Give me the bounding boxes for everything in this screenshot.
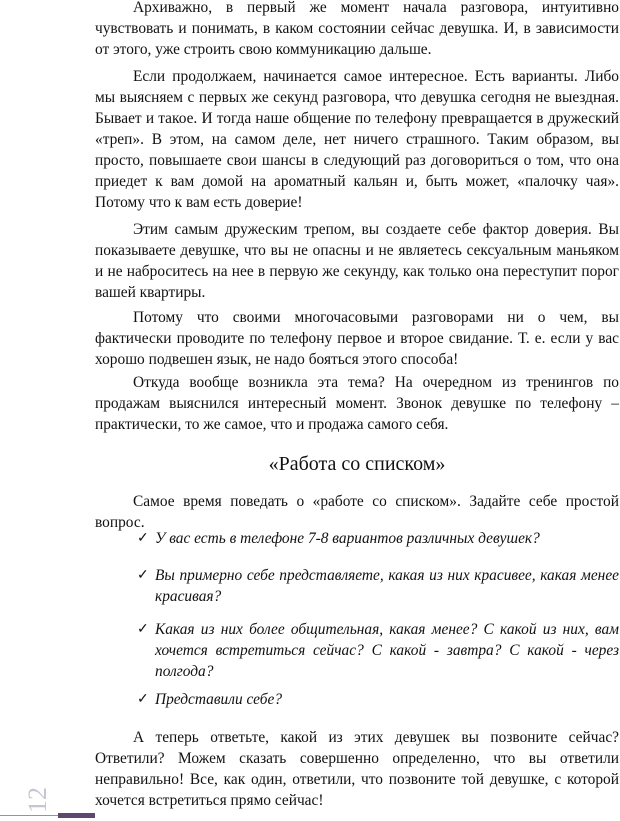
checklist-item-text: Вы примерно себе представляете, какая из них красивее, какая менее красивая? [155,567,619,605]
paragraph-3: Этим самым дружеским трепом, вы создаете себе фактор доверия. Вы показываете девушке, что вы не опасны и не являетесь сексуальным маньяком и не наброситесь на нее в первую же секунду, как только она переступит порог вашей квартиры. [95,221,619,301]
closing-paragraph: А теперь ответьте, какой из этих девушек вы позвоните сейчас? Ответили? Можем сказать совершенно определенно, что вы ответили неправильно! Все, как один, ответили, что позвоните той девушке, с которой хочется встретиться прямо сейчас! [95,729,619,809]
checklist-item [137,689,619,710]
section-intro: Самое время поведать о «работе со списком». Задайте себе простой вопрос. [95,493,619,531]
checklist-item [137,619,619,682]
paragraph-1: Архиважно, в первый же момент начала разговора, интуитивно чувствовать и понимать, в каком состоянии сейчас девушка. И, в зависимости от этого, уже строить свою коммуникацию дальше. [95,0,619,58]
checkmark-icon: ✓ [137,622,149,637]
checkmark-icon: ✓ [137,568,149,583]
checklist-item [137,528,619,549]
section-title: «Работа со списком» [268,453,446,475]
paragraph-5: Откуда вообще возникла эта тема? На очередном из тренингов по продажам выяснился интересный момент. Звонок девушке по телефону – практически, то же самое, что и продажа самого себя. [95,374,619,433]
checklist-item [137,565,619,607]
checkmark-icon: ✓ [137,692,149,707]
paragraph-4: Потому что своими многочасовыми разговорами ни о чем, вы фактически проводите по телефону первое и второе свидание. Т. е. если у вас хорошо подвешен язык, не надо бояться этого способа! [95,309,619,368]
page-number: 12 [23,787,52,813]
checkmark-icon: ✓ [137,531,149,546]
paragraph-2: Если продолжаем, начинается самое интересное. Есть варианты. Либо мы выясняем с первых же секунд разговора, что девушка сегодня не выездная. Бывает и такое. И тогда наше общение по телефону превращается в дружеский «треп». В этом, на самом деле, нет ничего страшного. Таким образом, вы просто, повышаете свои шансы в следующий раз договориться о том, что она приедет к вам домой на ароматный кальян и, быть может, «палочку чая». Потому что к вам есть доверие! [95,68,619,211]
checklist-item-text: У вас есть в телефоне 7-8 вариантов различных девушек? [155,530,540,547]
checklist-item-text: Какая из них более общительная, какая менее? С какой из них, вам хочется встретиться сейчас? С какой - завтра? С какой - через полгода? [155,621,619,680]
footer-accent-bar [58,813,95,818]
checklist-item-text: Представили себе? [155,691,283,708]
